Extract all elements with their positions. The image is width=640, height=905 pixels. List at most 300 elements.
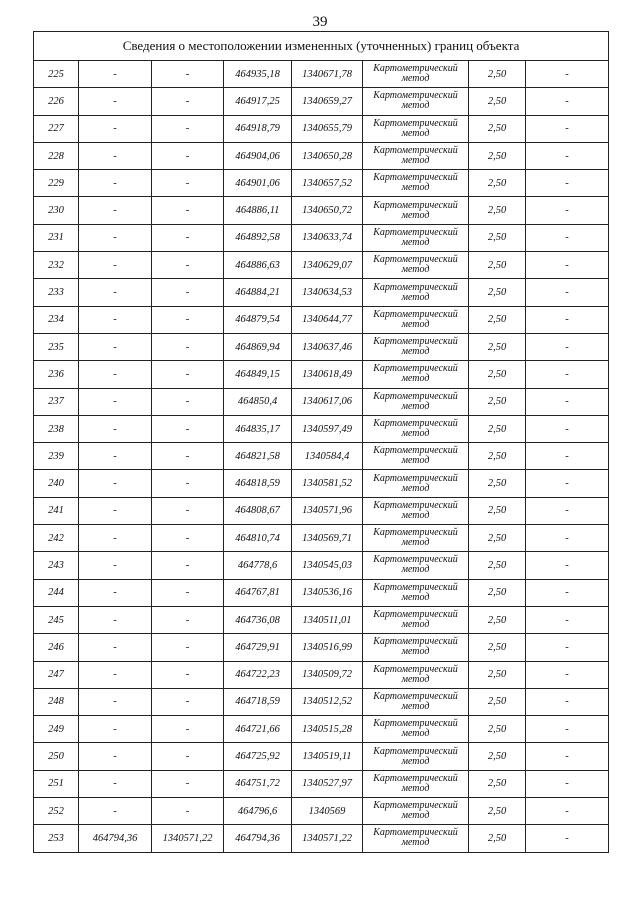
table-row [34,743,609,770]
method-line-2: метод [401,837,430,849]
y-old-cell: - [152,61,224,88]
note-cell: - [526,579,609,606]
x-new-cell: 464918,79 [224,115,292,142]
accuracy-cell: 2,50 [469,142,526,169]
method-line-1: Картометрический [373,690,458,702]
method-line-2: метод [401,236,430,248]
y-new-cell: 1340515,28 [292,716,363,743]
method-cell [363,825,469,852]
y-new-cell: 1340659,27 [292,88,363,115]
x-new-cell: 464794,36 [224,825,292,852]
method-cell [363,497,469,524]
point-number-cell: 252 [34,798,79,825]
note-cell: - [526,415,609,442]
x-new-cell: 464718,59 [224,688,292,715]
accuracy-cell: 2,50 [469,170,526,197]
method-line-2: метод [401,182,430,194]
x-new-cell: 464869,94 [224,333,292,360]
table-row [34,279,609,306]
accuracy-cell: 2,50 [469,825,526,852]
x-old-cell: - [79,798,152,825]
table-row [34,552,609,579]
method-line-2: метод [401,373,430,385]
table-row [34,252,609,279]
method-line-2: метод [401,400,430,412]
accuracy-cell: 2,50 [469,443,526,470]
method-cell [363,279,469,306]
x-old-cell: - [79,61,152,88]
table-row [34,306,609,333]
y-new-cell: 1340511,01 [292,606,363,633]
accuracy-cell: 2,50 [469,224,526,251]
note-cell: - [526,770,609,797]
accuracy-cell: 2,50 [469,552,526,579]
y-old-cell: - [152,606,224,633]
note-cell: - [526,825,609,852]
y-new-cell: 1340637,46 [292,333,363,360]
method-cell [363,388,469,415]
y-old-cell: - [152,716,224,743]
point-number-cell: 243 [34,552,79,579]
y-old-cell: - [152,552,224,579]
method-cell [363,525,469,552]
x-old-cell: - [79,88,152,115]
x-old-cell: - [79,606,152,633]
x-old-cell: - [79,197,152,224]
method-line-1: Картометрический [373,145,458,157]
method-line-1: Картометрический [373,336,458,348]
method-cell [363,252,469,279]
method-line-2: метод [401,810,430,822]
y-old-cell: - [152,361,224,388]
x-old-cell: 464794,36 [79,825,152,852]
y-old-cell: - [152,197,224,224]
point-number-cell: 251 [34,770,79,797]
accuracy-cell: 2,50 [469,606,526,633]
method-cell [363,798,469,825]
method-line-2: метод [401,728,430,740]
table-row [34,661,609,688]
point-number-cell: 231 [34,224,79,251]
y-old-cell: - [152,497,224,524]
x-old-cell: - [79,743,152,770]
accuracy-cell: 2,50 [469,88,526,115]
accuracy-cell: 2,50 [469,634,526,661]
method-cell [363,688,469,715]
y-old-cell: - [152,224,224,251]
method-line-1: Картометрический [373,827,458,839]
method-line-2: метод [401,155,430,167]
y-old-cell: - [152,579,224,606]
point-number-cell: 233 [34,279,79,306]
point-number-cell: 228 [34,142,79,169]
method-cell [363,470,469,497]
x-old-cell: - [79,443,152,470]
x-new-cell: 464917,25 [224,88,292,115]
method-line-2: метод [401,264,430,276]
table-row [34,388,609,415]
point-number-cell: 245 [34,606,79,633]
note-cell: - [526,634,609,661]
y-old-cell: - [152,88,224,115]
note-cell: - [526,61,609,88]
method-line-2: метод [401,209,430,221]
method-cell [363,770,469,797]
method-line-2: метод [401,646,430,658]
table-row [34,443,609,470]
note-cell: - [526,743,609,770]
note-cell: - [526,142,609,169]
point-number-cell: 225 [34,61,79,88]
method-cell [363,579,469,606]
method-line-2: метод [401,428,430,439]
x-new-cell: 464821,58 [224,443,292,470]
table-title: Сведения о местоположении измененных (уточненных) границ объекта [34,32,609,61]
table-row [34,798,609,825]
accuracy-cell: 2,50 [469,361,526,388]
note-cell: - [526,470,609,497]
table-row [34,606,609,633]
x-new-cell: 464725,92 [224,743,292,770]
y-old-cell: - [152,115,224,142]
accuracy-cell: 2,50 [469,279,526,306]
y-old-cell: - [152,142,224,169]
x-old-cell: - [79,142,152,169]
x-new-cell: 464808,67 [224,497,292,524]
x-new-cell: 464736,08 [224,606,292,633]
y-new-cell: 1340569,71 [292,525,363,552]
table-row [34,825,609,852]
note-cell: - [526,525,609,552]
method-cell [363,88,469,115]
method-line-2: метод [401,100,430,112]
x-new-cell: 464751,72 [224,770,292,797]
method-line-1: Картометрический [373,745,458,757]
table-row [34,634,609,661]
accuracy-cell: 2,50 [469,197,526,224]
y-new-cell: 1340536,16 [292,579,363,606]
method-line-2: метод [401,537,430,549]
method-line-1: Картометрический [373,445,458,457]
method-line-2: метод [401,482,430,494]
y-new-cell: 1340655,79 [292,115,363,142]
y-new-cell: 1340527,97 [292,770,363,797]
point-number-cell: 232 [34,252,79,279]
table-row [34,142,609,169]
y-old-cell: - [152,688,224,715]
y-old-cell: - [152,798,224,825]
x-new-cell: 464835,17 [224,415,292,442]
method-cell [363,361,469,388]
y-new-cell: 1340516,99 [292,634,363,661]
note-cell: - [526,388,609,415]
table-row [34,115,609,142]
boundary-table [33,31,609,853]
method-line-1: Картометрический [373,90,458,102]
accuracy-cell: 2,50 [469,252,526,279]
method-line-1: Картометрический [373,718,458,730]
method-line-1: Картометрический [373,527,458,539]
x-new-cell: 464886,63 [224,252,292,279]
x-old-cell: - [79,279,152,306]
method-line-2: метод [401,346,430,358]
point-number-cell: 235 [34,333,79,360]
y-new-cell: 1340581,52 [292,470,363,497]
method-cell [363,716,469,743]
x-old-cell: - [79,716,152,743]
point-number-cell: 244 [34,579,79,606]
y-old-cell: - [152,525,224,552]
x-new-cell: 464849,15 [224,361,292,388]
table-row [34,688,609,715]
x-old-cell: - [79,306,152,333]
accuracy-cell: 2,50 [469,798,526,825]
accuracy-cell: 2,50 [469,415,526,442]
accuracy-cell: 2,50 [469,688,526,715]
point-number-cell: 246 [34,634,79,661]
note-cell: - [526,497,609,524]
y-new-cell: 1340671,78 [292,61,363,88]
x-new-cell: 464901,06 [224,170,292,197]
method-line-1: Картометрический [373,199,458,211]
y-old-cell: - [152,388,224,415]
note-cell: - [526,224,609,251]
x-new-cell: 464722,23 [224,661,292,688]
y-new-cell: 1340512,52 [292,688,363,715]
point-number-cell: 253 [34,825,79,852]
method-cell [363,443,469,470]
point-number-cell: 249 [34,716,79,743]
y-old-cell: - [152,470,224,497]
method-cell [363,661,469,688]
method-cell [363,224,469,251]
y-new-cell: 1340618,49 [292,361,363,388]
method-line-1: Картометрический [373,117,458,129]
method-line-2: метод [401,673,430,685]
table-row [34,61,609,88]
y-old-cell: - [152,306,224,333]
accuracy-cell: 2,50 [469,661,526,688]
note-cell: - [526,333,609,360]
table-row [34,579,609,606]
y-new-cell: 1340633,74 [292,224,363,251]
y-new-cell: 1340644,77 [292,306,363,333]
table-row [34,716,609,743]
table-row [34,88,609,115]
method-line-1: Картометрический [373,609,458,621]
method-cell [363,306,469,333]
accuracy-cell: 2,50 [469,115,526,142]
method-line-1: Картометрический [373,226,458,238]
method-cell [363,333,469,360]
x-old-cell: - [79,688,152,715]
y-old-cell: 1340571,22 [152,825,224,852]
y-old-cell: - [152,333,224,360]
x-old-cell: - [79,388,152,415]
accuracy-cell: 2,50 [469,497,526,524]
method-line-1: Картометрический [373,418,458,429]
method-cell [363,115,469,142]
note-cell: - [526,279,609,306]
y-old-cell: - [152,634,224,661]
y-new-cell: 1340657,52 [292,170,363,197]
x-new-cell: 464810,74 [224,525,292,552]
note-cell: - [526,798,609,825]
x-old-cell: - [79,552,152,579]
x-old-cell: - [79,634,152,661]
method-line-2: метод [401,509,430,521]
note-cell: - [526,361,609,388]
x-old-cell: - [79,415,152,442]
x-new-cell: 464729,91 [224,634,292,661]
note-cell: - [526,306,609,333]
x-new-cell: 464935,18 [224,61,292,88]
y-new-cell: 1340545,03 [292,552,363,579]
point-number-cell: 226 [34,88,79,115]
y-new-cell: 1340629,07 [292,252,363,279]
method-line-2: метод [401,564,430,576]
y-new-cell: 1340634,53 [292,279,363,306]
note-cell: - [526,115,609,142]
table-row [34,525,609,552]
y-new-cell: 1340509,72 [292,661,363,688]
accuracy-cell: 2,50 [469,743,526,770]
y-new-cell: 1340569 [292,798,363,825]
point-number-cell: 230 [34,197,79,224]
point-number-cell: 240 [34,470,79,497]
point-number-cell: 242 [34,525,79,552]
accuracy-cell: 2,50 [469,333,526,360]
method-line-2: метод [401,700,430,712]
x-new-cell: 464879,54 [224,306,292,333]
method-line-1: Картометрический [373,499,458,511]
x-old-cell: - [79,470,152,497]
table-row [34,770,609,797]
table-row [34,224,609,251]
x-new-cell: 464884,21 [224,279,292,306]
table-row [34,415,609,442]
point-number-cell: 229 [34,170,79,197]
y-new-cell: 1340650,72 [292,197,363,224]
y-new-cell: 1340571,22 [292,825,363,852]
method-line-1: Картометрический [373,663,458,675]
method-line-2: метод [401,73,430,85]
method-line-1: Картометрический [373,581,458,593]
point-number-cell: 238 [34,415,79,442]
table-row [34,470,609,497]
method-line-1: Картометрический [373,63,458,75]
table-row [34,497,609,524]
method-cell [363,743,469,770]
note-cell: - [526,606,609,633]
method-line-1: Картометрический [373,281,458,293]
y-new-cell: 1340617,06 [292,388,363,415]
x-new-cell: 464818,59 [224,470,292,497]
table-row [34,170,609,197]
y-new-cell: 1340597,49 [292,415,363,442]
method-line-2: метод [401,455,430,467]
point-number-cell: 241 [34,497,79,524]
method-line-2: метод [401,591,430,603]
method-line-2: метод [401,755,430,767]
y-old-cell: - [152,279,224,306]
y-old-cell: - [152,252,224,279]
x-old-cell: - [79,333,152,360]
note-cell: - [526,252,609,279]
accuracy-cell: 2,50 [469,716,526,743]
method-cell [363,606,469,633]
point-number-cell: 234 [34,306,79,333]
point-number-cell: 236 [34,361,79,388]
note-cell: - [526,552,609,579]
y-new-cell: 1340584,4 [292,443,363,470]
table-row [34,197,609,224]
method-line-2: метод [401,318,430,330]
table-row [34,361,609,388]
x-old-cell: - [79,115,152,142]
method-cell [363,197,469,224]
x-old-cell: - [79,170,152,197]
accuracy-cell: 2,50 [469,579,526,606]
method-cell [363,634,469,661]
note-cell: - [526,716,609,743]
x-new-cell: 464886,11 [224,197,292,224]
method-line-2: метод [401,619,430,631]
method-line-1: Картометрический [373,800,458,812]
method-line-2: метод [401,127,430,139]
method-line-1: Картометрический [373,308,458,320]
x-new-cell: 464892,58 [224,224,292,251]
y-old-cell: - [152,443,224,470]
x-new-cell: 464721,66 [224,716,292,743]
page-number: 39 [312,14,328,30]
y-new-cell: 1340519,11 [292,743,363,770]
y-old-cell: - [152,661,224,688]
method-line-1: Картометрический [373,172,458,184]
method-cell [363,415,469,442]
point-number-cell: 237 [34,388,79,415]
accuracy-cell: 2,50 [469,525,526,552]
y-new-cell: 1340571,96 [292,497,363,524]
method-line-1: Картометрический [373,363,458,375]
x-old-cell: - [79,252,152,279]
point-number-cell: 248 [34,688,79,715]
x-new-cell: 464904,06 [224,142,292,169]
method-line-2: метод [401,782,430,794]
x-old-cell: - [79,579,152,606]
table-row [34,333,609,360]
x-new-cell: 464796,6 [224,798,292,825]
method-cell [363,142,469,169]
x-old-cell: - [79,525,152,552]
x-new-cell: 464850,4 [224,388,292,415]
method-line-1: Картометрический [373,554,458,566]
method-cell [363,552,469,579]
y-old-cell: - [152,170,224,197]
accuracy-cell: 2,50 [469,306,526,333]
method-line-1: Картометрический [373,390,458,402]
note-cell: - [526,88,609,115]
x-old-cell: - [79,770,152,797]
method-line-1: Картометрический [373,254,458,266]
x-old-cell: - [79,497,152,524]
method-line-2: метод [401,291,430,303]
note-cell: - [526,661,609,688]
method-cell [363,61,469,88]
accuracy-cell: 2,50 [469,61,526,88]
accuracy-cell: 2,50 [469,770,526,797]
accuracy-cell: 2,50 [469,388,526,415]
